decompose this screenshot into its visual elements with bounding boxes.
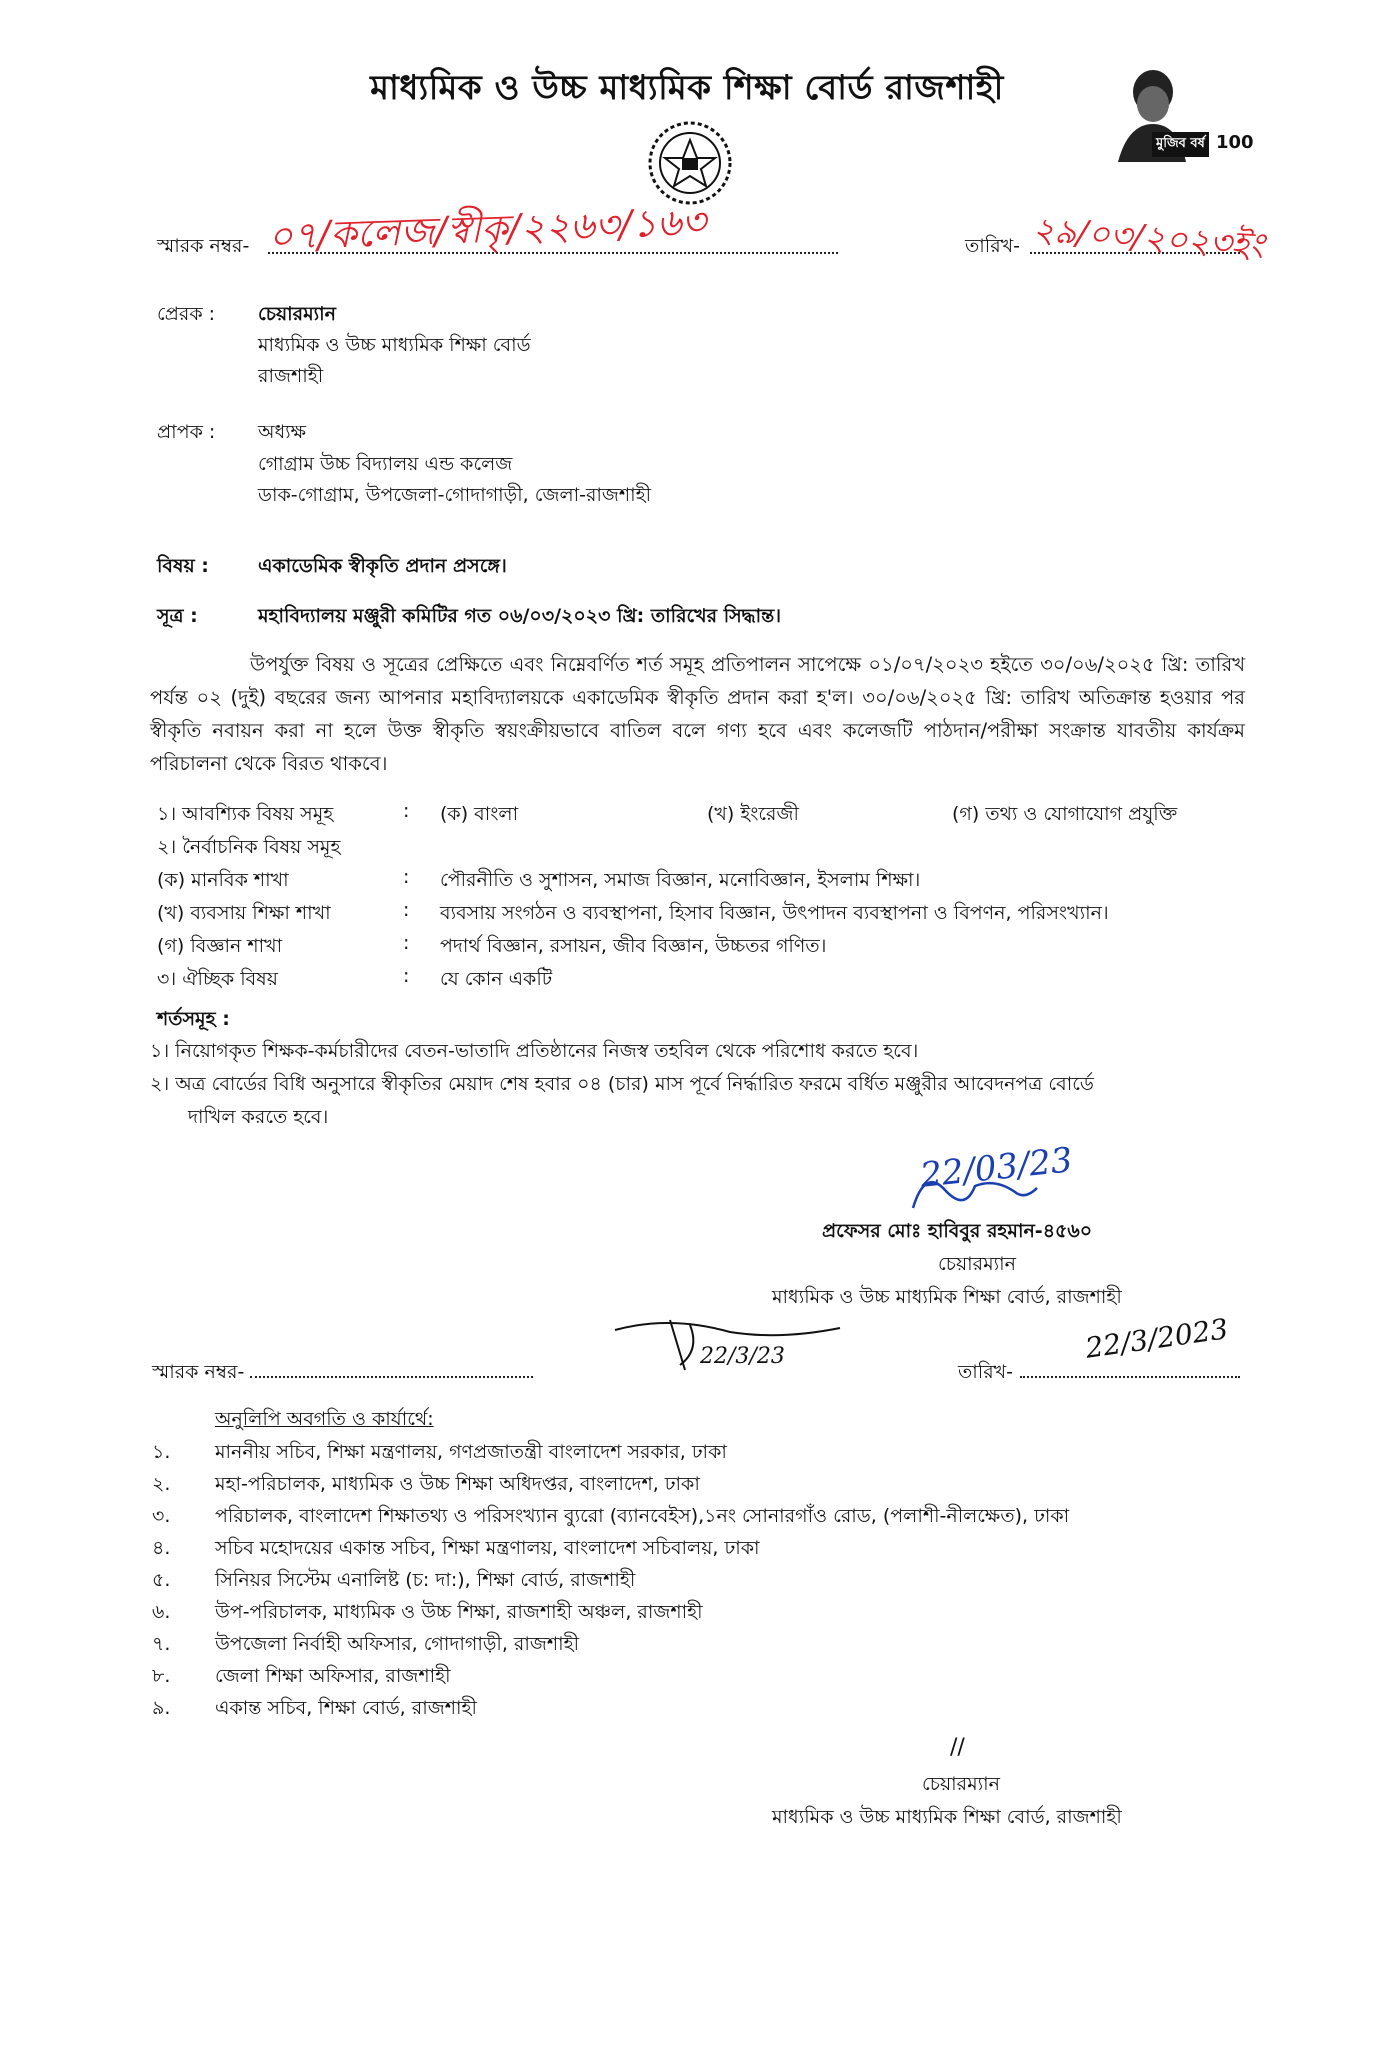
recipient-line1: অধ্যক্ষ xyxy=(258,421,307,443)
memo2-dotted-line xyxy=(250,1376,533,1378)
copy-item-text: সিনিয়র সিস্টেম এনালিষ্ট (চ: দা:), শিক্ষা বোর্ড, রাজশাহী xyxy=(215,1569,636,1591)
copy-item-number: ৬. xyxy=(152,1601,171,1623)
copy-item-text: একান্ত সচিব, শিক্ষা বোর্ড, রাজশাহী xyxy=(215,1697,477,1719)
mujib-borsho-logo xyxy=(1108,62,1254,162)
memo-label: স্মারক নম্বর- xyxy=(157,235,250,257)
compulsory-english: (খ) ইংরেজী xyxy=(707,803,799,825)
business-value: ব্যবসায় সংগঠন ও ব্যবস্থাপনা, হিসাব বিজ্ঞান, উৎপাদন ব্যবস্থাপনা ও বিপণন, পরিসংখ্যান। xyxy=(440,902,1109,924)
board-title: মাধ্যমিক ও উচ্চ মাধ্যমিক শিক্ষা বোর্ড রাজশাহী xyxy=(370,68,1004,108)
science-value: পদার্থ বিজ্ঞান, রসায়ন, জীব বিজ্ঞান, উচ্চতর গণিত। xyxy=(440,935,827,957)
condition-item-2: ২। অত্র বোর্ডের বিধি অনুসারে স্বীকৃতির মেয়াদ শেষ হবার ০৪ (চার) মাস পূর্বে নির্দ্ধারিত ফরমে বর্ধিত মঞ্জুরীর আবেদনপত্র বোর্ডে xyxy=(150,1073,1094,1095)
memo-number-handwritten: ০৭/কলেজ/স্বীকৃ/২২৬৩/১৬৩ xyxy=(267,199,707,259)
copy-item-number: ২. xyxy=(152,1473,171,1495)
copy-item-number: ৮. xyxy=(152,1665,171,1687)
copy-item-text: উপ-পরিচালক, মাধ্যমিক ও উচ্চ শিক্ষা, রাজশাহী অঞ্চল, রাজশাহী xyxy=(215,1601,703,1623)
date2-label: তারিখ- xyxy=(958,1361,1013,1383)
colon: : xyxy=(403,866,410,888)
copy-item-number: ৩. xyxy=(152,1505,171,1527)
memo2-label: স্মারক নম্বর- xyxy=(152,1361,245,1383)
copy-item-text: জেলা শিক্ষা অফিসার, রাজশাহী xyxy=(215,1665,451,1687)
sender-line1: চেয়ারম্যান xyxy=(258,303,337,325)
condition-item-2-cont: দাখিল করতে হবে। xyxy=(188,1106,329,1128)
recipient-line3: ডাক-গোগ্রাম, উপজেলা-গোদাগাড়ী, জেলা-রাজশাহী xyxy=(258,484,652,506)
elective-label: ২। নৈর্বাচনিক বিষয় সমূহ xyxy=(157,836,341,858)
emblem-text: মুজিব বর্ষ xyxy=(1152,132,1209,157)
copy-item-text: মহা-পরিচালক, মাধ্যমিক ও উচ্চ শিক্ষা অধিদপ্তর, বাংলাদেশ, ঢাকা xyxy=(215,1473,700,1495)
copy-item-text: পরিচালক, বাংলাদেশ শিক্ষাতথ্য ও পরিসংখ্যান ব্যুরো (ব্যানবেইস),১নং সোনারগাঁও রোড, (পলাশী-নীলক্ষেত), ঢাকা xyxy=(215,1505,1070,1527)
footer-office: মাধ্যমিক ও উচ্চ মাধ্যমিক শিক্ষা বোর্ড, রাজশাহী xyxy=(772,1806,1122,1828)
date-label: তারিখ- xyxy=(965,235,1020,257)
date-handwritten: ২৯/০৩/২০২৩ইং xyxy=(1031,209,1266,267)
signatory-name: প্রফেসর মোঃ হাবিবুর রহমান-৪৫৬০ xyxy=(822,1220,1093,1242)
condition-item-1: ১। নিয়োগকৃত শিক্ষক-কর্মচারীদের বেতন-ভাতাদি প্রতিষ্ঠানের নিজস্ব তহবিল থেকে পরিশোধ করতে হবে। xyxy=(150,1040,919,1062)
copy-item-number: ১. xyxy=(152,1441,171,1463)
footer-designation: চেয়ারম্যান xyxy=(922,1773,1001,1795)
copy-item-number: ৭. xyxy=(152,1633,171,1655)
signatory-designation: চেয়ারম্যান xyxy=(938,1253,1017,1275)
compulsory-ict: (গ) তথ্য ও যোগাযোগ প্রযুক্তি xyxy=(952,803,1178,825)
recipient-line2: গোগ্রাম উচ্চ বিদ্যালয় এন্ড কলেজ xyxy=(258,453,513,475)
subject-label: বিষয় : xyxy=(157,555,209,577)
conditions-heading: শর্তসমূহ : xyxy=(157,1008,230,1030)
signatory-office: মাধ্যমিক ও উচ্চ মাধ্যমিক শিক্ষা বোর্ড, রাজশাহী xyxy=(772,1286,1122,1308)
copy-item-number: ৫. xyxy=(152,1569,171,1591)
date2-handwritten: 22/3/2023 xyxy=(1083,1312,1231,1365)
business-label: (খ) ব্যবসায় শিক্ষা শাখা xyxy=(157,902,331,924)
initial-date-handwritten: 22/3/23 xyxy=(700,1344,785,1369)
optional-value: যে কোন একটি xyxy=(440,968,553,990)
copy-item-number: ৯. xyxy=(152,1697,171,1719)
humanities-label: (ক) মানবিক শাখা xyxy=(157,869,289,891)
sender-line3: রাজশাহী xyxy=(258,365,324,387)
sender-label: প্রেরক : xyxy=(157,303,216,325)
sender-line2: মাধ্যমিক ও উচ্চ মাধ্যমিক শিক্ষা বোর্ড xyxy=(258,334,531,356)
reference-label: সূত্র : xyxy=(157,605,198,627)
body-paragraph: উপর্যুক্ত বিষয় ও সূত্রের প্রেক্ষিতে এবং নিম্নেবর্ণিত শর্ত সমূহ প্রতিপালন সাপেক্ষে ০১/০৭/২০২৩ হইতে ৩০/০৬/২০২৫ খ্রি: তারিখ পর্যন্ত ০২ (দুই) বছরের জন্য আপনার মহাবিদ্যালয়কে একাডেমিক স্বীকৃতি প্রদান করা হ'ল। ৩০/০৬/২০২৫ খ্রি: তারিখ অতিক্রান্ত হওয়ার পর স্বীকৃতি নবায়ন করা না হলে উক্ত স্বীকৃতি স্বয়ংক্রীয়ভাবে বাতিল বলে গণ্য হবে এবং কলেজটি পাঠদান/পরীক্ষা সংক্রান্ত যাবতীয় কার্যক্রম পরিচালনা থেকে বিরত থাকবে। xyxy=(150,653,1245,775)
recipient-label: প্রাপক : xyxy=(157,421,216,443)
humanities-value: পৌরনীতি ও সুশাসন, সমাজ বিজ্ঞান, মনোবিজ্ঞান, ইসলাম শিক্ষা। xyxy=(440,869,921,891)
date2-dotted-line xyxy=(1020,1376,1240,1378)
copy-item-text: উপজেলা নির্বাহী অফিসার, গোদাগাড়ী, রাজশাহী xyxy=(215,1633,580,1655)
compulsory-label: ১। আবশ্যিক বিষয় সমূহ xyxy=(157,803,334,825)
copy-item-text: সচিব মহোদয়ের একান্ত সচিব, শিক্ষা মন্ত্রণালয়, বাংলাদেশ সচিবালয়, ঢাকা xyxy=(215,1537,760,1559)
optional-label: ৩। ঐচ্ছিক বিষয় xyxy=(157,968,278,990)
emblem-number: 100 xyxy=(1216,132,1254,153)
colon: : xyxy=(403,932,410,954)
copy-item-number: ৪. xyxy=(152,1537,171,1559)
colon: : xyxy=(403,899,410,921)
copy-item-text: মাননীয় সচিব, শিক্ষা মন্ত্রণালয়, গণপ্রজাতন্ত্রী বাংলাদেশ সরকার, ঢাকা xyxy=(215,1441,727,1463)
colon: : xyxy=(403,965,410,987)
reference-text: মহাবিদ্যালয় মঞ্জুরী কমিটির গত ০৬/০৩/২০২৩ খ্রি: তারিখের সিদ্ধান্ত। xyxy=(258,605,782,627)
signature-handwritten: 22/03/23 xyxy=(918,1140,1075,1196)
compulsory-bangla: (ক) বাংলা xyxy=(440,803,519,825)
subject-text: একাডেমিক স্বীকৃতি প্রদান প্রসঙ্গে। xyxy=(258,555,507,577)
science-label: (গ) বিজ্ঞান শাখা xyxy=(157,935,283,957)
copies-heading: অনুলিপি অবগতি ও কার্যার্থে: xyxy=(215,1408,434,1430)
signature-scribble-icon xyxy=(905,1160,1045,1220)
colon: : xyxy=(403,800,410,822)
footer-mark: // xyxy=(950,1735,965,1760)
